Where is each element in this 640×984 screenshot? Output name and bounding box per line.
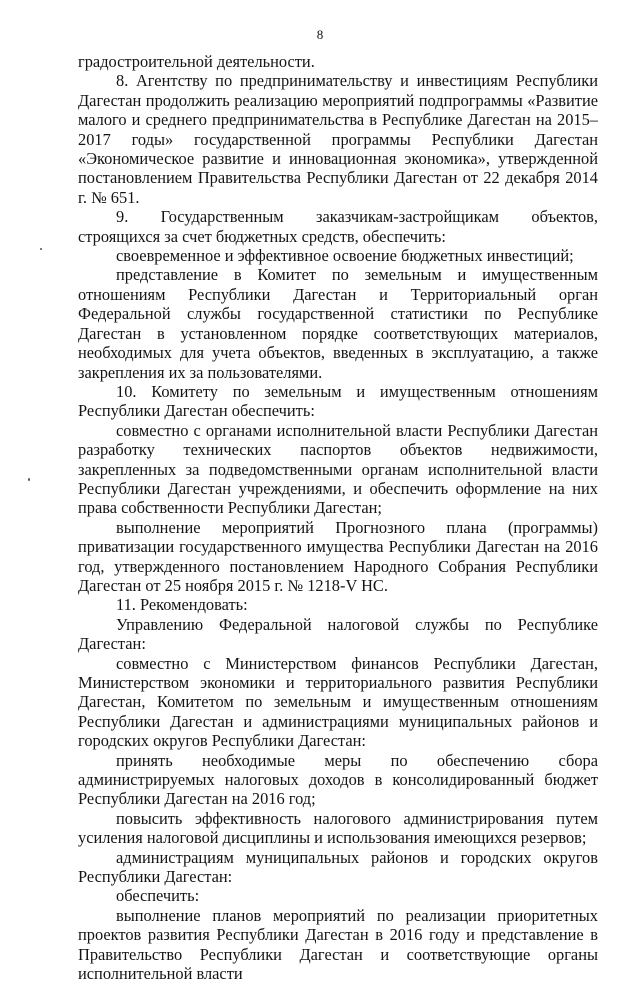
paragraph-item-11-ensure: обеспечить: [116, 886, 200, 906]
paragraph-item-10-privatization: выполнение мероприятий Прогнозного плана (программы) приватизации государственного имущества Республики Дагестан на 2016 год, утвержденного постановлением Народного Собрания Республики Дагестан от 25 ноября 2015 г. № 1218-V НС. [78, 517, 598, 595]
paragraph-item-11: 11. Рекомендовать: [116, 595, 248, 615]
scan-speck [28, 478, 30, 481]
paragraph-continuation: градостроительной деятельности. [78, 52, 315, 71]
paragraph-item-11-jointly: совместно с Министерством финансов Республики Дагестан, Министерством экономики и территориального развития Республики Дагестан, Комитетом по земельным и имущественным отношениям Республики Дагестан и администрациями муниципальных районов и городских округов Республики Дагестан: [78, 653, 598, 751]
paragraph-item-11-administrations: администрациям муниципальных районов и городских округов Республики Дагестан: [78, 847, 598, 887]
paragraph-item-11-tax-service: Управлению Федеральной налоговой службы по Республике Дагестан: [78, 614, 598, 654]
paragraph-item-10: 10. Комитету по земельным и имущественным отношениям Республики Дагестан обеспечить: [78, 381, 598, 421]
paragraph-item-9-investments: своевременное и эффективное освоение бюджетных инвестиций; [116, 246, 574, 266]
paragraph-item-11-measures: принять необходимые меры по обеспечению сбора администрируемых налоговых доходов в консолидированный бюджет Республики Дагестан на 2016 год; [78, 750, 598, 809]
paragraph-item-10-passports: совместно с органами исполнительной власти Республики Дагестан разработку технических паспортов объектов недвижимости, закрепленных за подведомственными органам исполнительной власти Республики Дагестан учреждениями, и обеспечить оформление на них права собственности Республики Дагестан; [78, 420, 598, 518]
scan-speck [40, 248, 42, 250]
paragraph-item-9-materials: представление в Комитет по земельным и имущественным отношениям Республики Дагестан и Территориальный орган Федеральной службы государственной статистики по Республике Дагестан в установленном порядке соответствующих материалов, необходимых для учета объектов, введенных в эксплуатацию, а также закрепления их за пользователями. [78, 265, 598, 382]
page-number: 8 [316, 27, 324, 42]
paragraph-item-9: 9. Государственным заказчикам-застройщикам объектов, строящихся за счет бюджетных средств, обеспечить: [78, 207, 598, 246]
paragraph-item-11-plans: выполнение планов мероприятий по реализации приоритетных проектов развития Республики Дагестан в 2016 году и представление в Правительство Республики Дагестан и соответствующие органы исполнительной власти [78, 905, 598, 984]
document-body [78, 52, 598, 984]
paragraph-item-11-efficiency: повысить эффективность налогового администрирования путем усиления налоговой дисциплины и использования имеющихся резервов; [78, 808, 598, 848]
paragraph-item-8: 8. Агентству по предпринимательству и инвестициям Республики Дагестан продолжить реализацию мероприятий подпрограммы «Развитие малого и среднего предпринимательства в Республике Дагестан на 2015–2017 годы» государственной программы Республики Дагестан «Экономическое развитие и инновационная экономика», утвержденной постановлением Правительства Республики Дагестан от 22 декабря 2014 г. № 651. [78, 71, 598, 207]
